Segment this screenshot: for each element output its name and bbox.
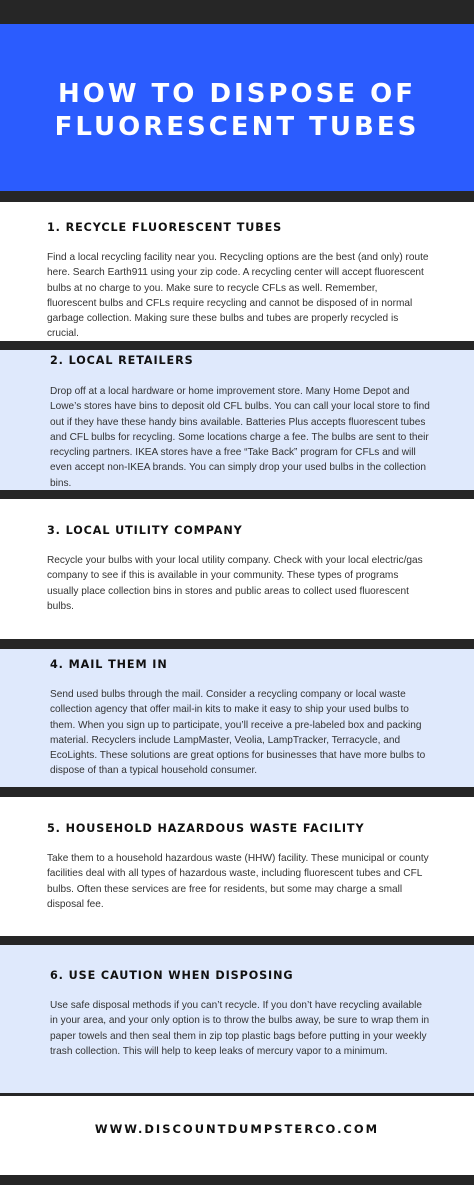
section-body: Drop off at a local hardware or home improvement store. Many Home Depot and Lowe’s stores have bins to deposit old CFL bulbs. You can call your local store to find out if they have these handy bins available. Batteries Plus accepts fluorescent tubes and CFL bulbs for recycling. Some locations charge a fee. The bulbs are sent to their recycling partners. IKEA stores have a free “Take Back” program for CFLs and will even accept non-IKEA brands. You can simply drop your used bulbs in the collection bins. (50, 386, 430, 489)
page-title (55, 72, 420, 144)
section-body: Send used bulbs through the mail. Consider a recycling company or local waste collection agency that offer mail-in kits to make it easy to ship your used bulbs to them. When you sign up to participate, you’ll receive a pre-labeled box and packing material. Recyclers include LampMaster, Veolia, LampTracker, Terracycle, and EcoLights. These solutions are great options for businesses that have more bulbs to dispose of than a typical household consumer. (50, 689, 426, 777)
divider (0, 191, 474, 202)
section-title: 4. MAIL THEM IN (50, 658, 168, 671)
section-title: 2. LOCAL RETAILERS (50, 354, 194, 367)
section-title: 1. RECYCLE FLUORESCENT TUBES (47, 221, 283, 234)
bottom-divider (0, 1175, 474, 1185)
top-divider (0, 0, 474, 24)
section-body: Find a local recycling facility near you. Recycling options are the best (and only) route here. Search Earth911 using your zip code. A recycling center will accept fluorescent bulbs at no charge to you. Make sure to recycle CFLs as well. Remember, fluorescent bulbs and CFLs require recycling and cannot be disposed of in normal garbage collection. Making sure these bulbs and tubes are properly recycled is crucial. (47, 252, 429, 340)
section-utility-company (0, 499, 474, 639)
section-mail-them-in (0, 649, 474, 787)
divider (0, 490, 474, 499)
section-body: Recycle your bulbs with your local utility company. Check with your local electric/gas company to see if this is available in your community. These types of programs usually place collection bins in stores and public areas to collect used fluorescent bulbs. (47, 555, 423, 612)
website-url: WWW.DISCOUNTDUMPSTERCO.COM (94, 1122, 380, 1136)
divider (0, 1093, 474, 1096)
divider (0, 341, 474, 350)
header-banner (0, 24, 474, 191)
section-caution (0, 945, 474, 1093)
section-title: 5. HOUSEHOLD HAZARDOUS WASTE FACILITY (47, 822, 365, 835)
section-hazardous-waste (0, 797, 474, 936)
divider (0, 639, 474, 649)
title-line-2: FLUORESCENT TUBES (54, 111, 420, 142)
divider (0, 787, 474, 797)
title-line-1: HOW TO DISPOSE OF (57, 78, 416, 109)
section-local-retailers (0, 350, 474, 490)
section-body: Take them to a household hazardous waste (HHW) facility. These municipal or county facilities deal with all types of hazardous waste, including fluorescent tubes and CFL bulbs. Often these services are free for residents, but some may charge a small disposal fee. (47, 853, 429, 910)
section-title: 6. USE CAUTION WHEN DISPOSING (50, 969, 294, 982)
divider (0, 936, 474, 945)
section-title: 3. LOCAL UTILITY COMPANY (47, 524, 243, 537)
section-body: Use safe disposal methods if you can’t recycle. If you don’t have recycling available in your area, and your only option is to throw the bulbs away, be sure to wrap them in paper towels and then seal them in zip top plastic bags before putting in your weekly trash collection. This will help to keep leaks of mercury vapor to a minimum. (50, 1000, 430, 1057)
section-recycle (0, 202, 474, 341)
